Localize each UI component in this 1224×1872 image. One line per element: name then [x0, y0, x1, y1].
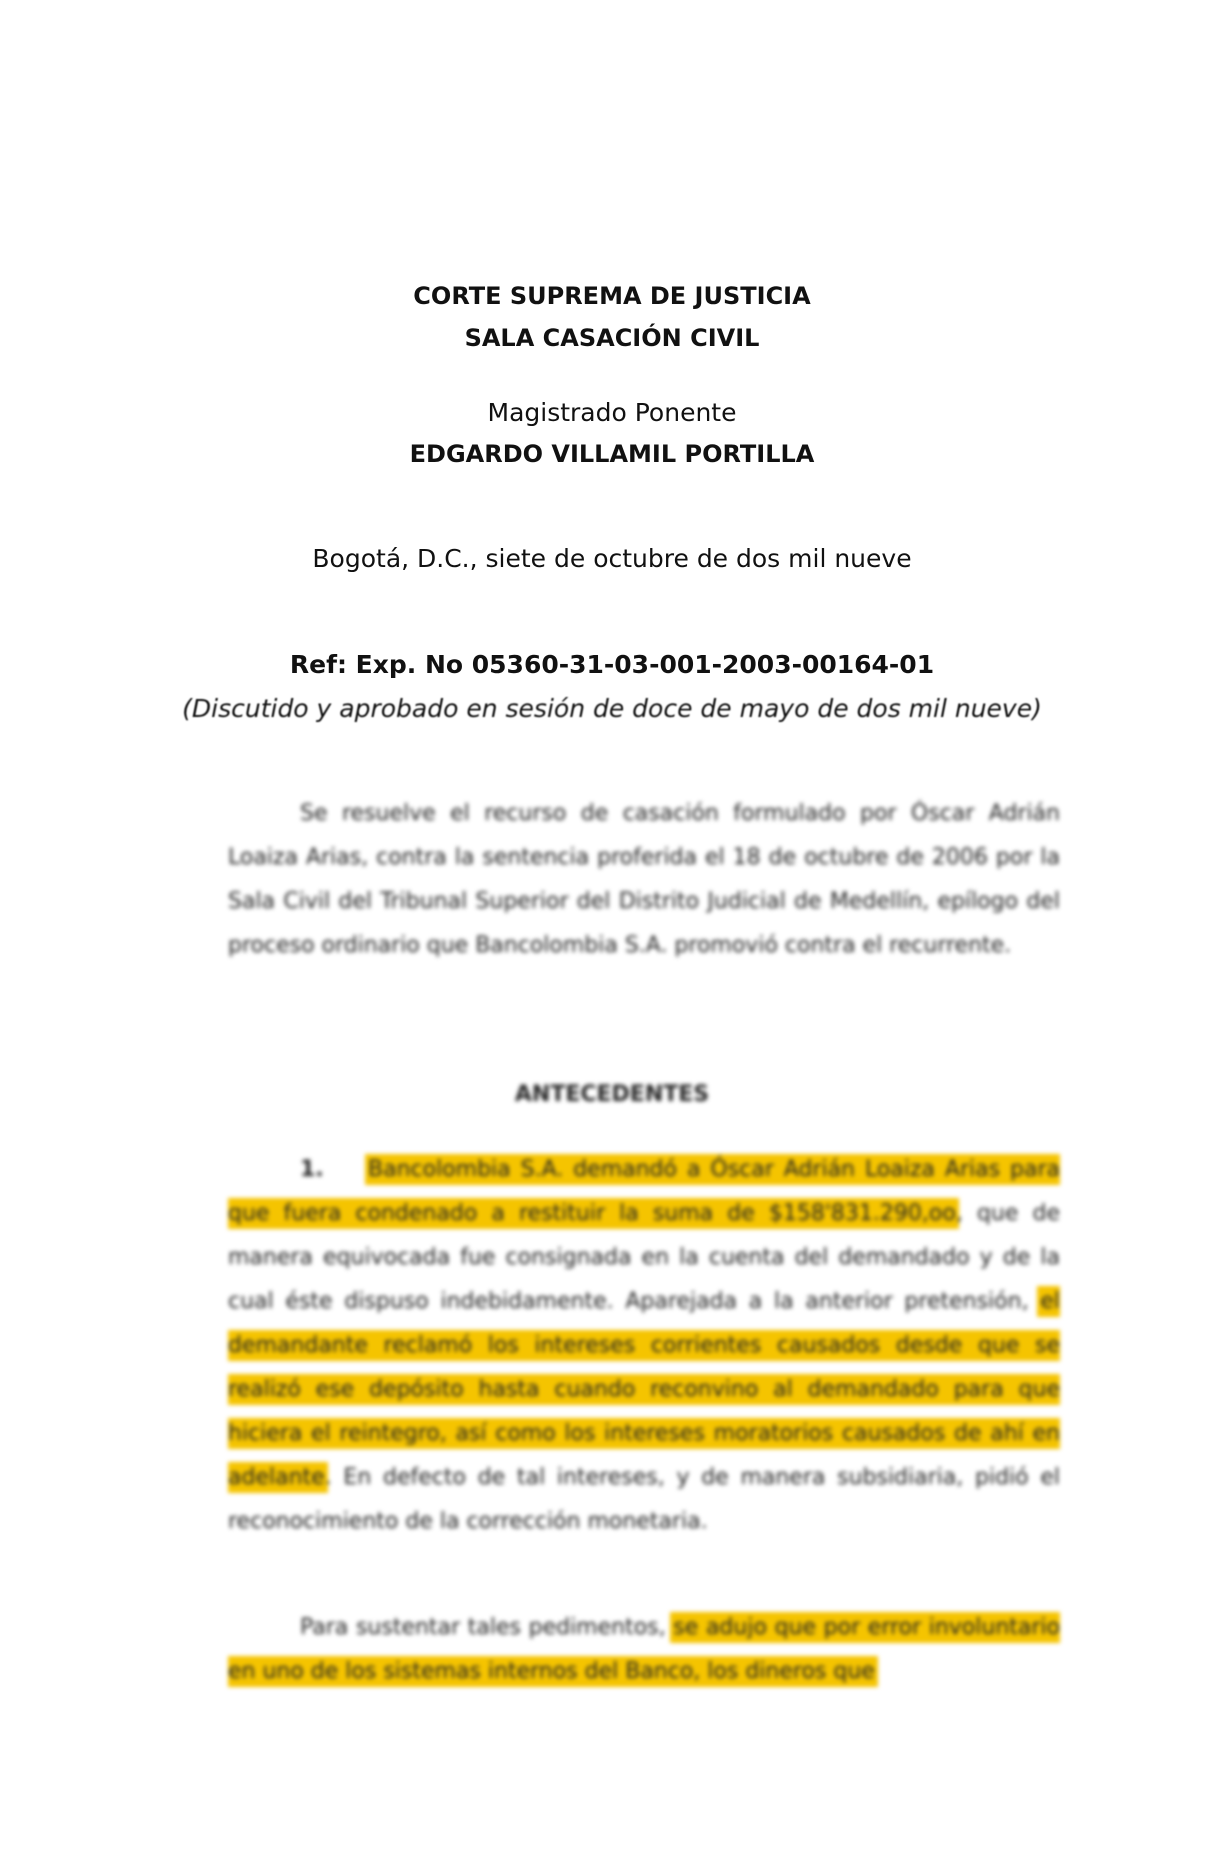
discussion-note: (Discutido y aprobado en sesión de doce de mayo de dos mil nueve) [182, 694, 1042, 723]
chamber-name: SALA CASACIÓN CIVIL [464, 324, 760, 352]
paragraph-text: , que de manera equivocada fue consignada en la cuenta del demandado y de la cual éste dispuso indebidamente. Aparejada a la anterior pretensión, [228, 1201, 1060, 1314]
ponente-role: Magistrado Ponente [487, 398, 737, 427]
ponente-name: EDGARDO VILLAMIL PORTILLA [409, 440, 815, 468]
case-reference: Ref: Exp. No 05360-31-03-001-2003-00164-01 [289, 650, 935, 679]
highlighted-text: el demandante reclamó los intereses corrientes causados desde que se realizó ese depósito hasta cuando reconvino al demandado para que hiciera el reintegro, así como los intereses moratorios causados de ahí en adelante [228, 1289, 1060, 1490]
paragraph-text: . En defecto de tal intereses, y de manera subsidiaria, pidió el reconocimiento de la corrección monetaria. [228, 1465, 1060, 1534]
paragraph-text: Para sustentar tales pedimentos, [300, 1615, 674, 1640]
paragraph-number: 1. [300, 1157, 324, 1182]
antecedent-paragraph-1 [228, 1148, 1060, 1544]
court-name: CORTE SUPREMA DE JUSTICIA [413, 282, 811, 310]
highlighted-text: se adujo que por error involuntario en uno de los sistemas internos del Banco, los dineros que [228, 1615, 1060, 1684]
intro-paragraph: Se resuelve el recurso de casación formulado por Óscar Adrián Loaiza Arias, contra la sentencia proferida el 18 de octubre de 2006 por la Sala Civil del Tribunal Superior del Distrito Judicial de Medellín, epílogo del proceso ordinario que Bancolombia S.A. promovió contra el recurrente. [228, 801, 1060, 958]
section-heading: ANTECEDENTES [514, 1082, 710, 1107]
antecedent-paragraph-2 [228, 1606, 1060, 1694]
date-line: Bogotá, D.C., siete de octubre de dos mil nueve [312, 544, 912, 573]
highlighted-text: Bancolombia S.A. demandó a Óscar Adrián Loaiza Arias para que fuera condenado a restituir la suma de $158'831.290,oo [228, 1157, 1060, 1226]
